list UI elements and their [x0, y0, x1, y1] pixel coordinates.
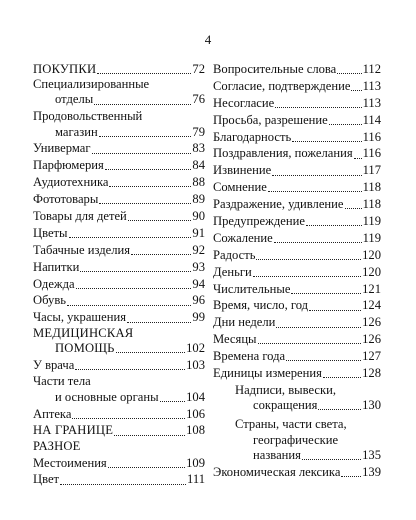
- toc-entry: [213, 332, 381, 347]
- toc-entry-page: 96: [192, 293, 205, 308]
- dot-leader: [60, 484, 186, 485]
- toc-entry: [213, 62, 381, 77]
- toc-entry-page: 91: [192, 225, 205, 240]
- toc-entry: [213, 197, 381, 212]
- toc-entry: [33, 175, 205, 190]
- toc-entry-page: 94: [192, 276, 205, 291]
- dot-leader: [80, 271, 191, 272]
- toc-entry-label: Поздравления, пожелания: [213, 146, 353, 161]
- dot-leader: [318, 409, 361, 410]
- dot-leader: [76, 288, 192, 289]
- toc-entry-label: названия: [253, 447, 301, 462]
- dot-leader: [286, 360, 361, 361]
- toc-entry-label: Время, число, год: [213, 298, 309, 313]
- toc-entry-page: 104: [186, 389, 205, 404]
- toc-entry-page: 113: [362, 95, 381, 110]
- toc-entry-label: сокращения: [253, 398, 318, 413]
- toc-entry: [213, 113, 381, 128]
- toc-right-column: [213, 62, 381, 480]
- dot-leader: [72, 418, 185, 419]
- toc-entry: [33, 456, 205, 471]
- toc-entry: [213, 465, 381, 480]
- toc-entry-medical: [33, 341, 205, 356]
- toc-entry-label: Товары для детей: [33, 208, 127, 223]
- toc-entry-page: 93: [192, 259, 205, 274]
- toc-entry-label: Сожаление: [213, 230, 273, 245]
- toc-entry-page: 109: [186, 455, 205, 470]
- dot-leader: [351, 90, 361, 91]
- toc-entry: [213, 298, 381, 313]
- dot-leader: [127, 322, 191, 323]
- toc-entry-label: Обувь: [33, 293, 67, 308]
- toc-entry: [33, 358, 205, 373]
- toc-entry-page: 102: [186, 340, 205, 355]
- toc-entry-page: 108: [186, 423, 205, 438]
- toc-entry-page: 114: [362, 112, 381, 127]
- toc-entry: [33, 158, 205, 173]
- toc-left-column: [33, 62, 205, 488]
- toc-entry: [33, 243, 205, 258]
- toc-entry: [213, 349, 381, 364]
- dot-leader: [345, 208, 362, 209]
- toc-entry-label: Часы, украшения: [33, 310, 126, 325]
- dot-leader: [309, 310, 361, 311]
- dot-leader: [274, 242, 362, 243]
- toc-entry-page: 119: [362, 230, 381, 245]
- dot-leader: [337, 73, 361, 74]
- toc-entry-page: 120: [362, 247, 381, 262]
- dot-leader: [114, 435, 185, 436]
- toc-entry: [213, 180, 381, 195]
- toc-entry: [213, 96, 381, 111]
- toc-entry-label: Месяцы: [213, 332, 257, 347]
- dot-leader: [302, 459, 361, 460]
- dot-leader: [75, 369, 185, 370]
- toc-entry-label: Экономическая лексика: [213, 464, 341, 479]
- toc-entry: [33, 310, 205, 325]
- dot-leader: [292, 141, 361, 142]
- dot-leader: [97, 73, 191, 74]
- dot-leader: [99, 203, 191, 204]
- toc-entry: [33, 260, 205, 275]
- toc-entry-label: Согласие, подтверждение: [213, 78, 351, 93]
- toc-entry-line: Специализированные: [33, 77, 150, 92]
- toc-entry: [213, 146, 381, 161]
- toc-entry-label: Деньги: [213, 264, 252, 279]
- dot-leader: [268, 191, 362, 192]
- dot-leader: [354, 158, 362, 159]
- toc-entry-page: 124: [362, 298, 381, 313]
- toc-entry-page: 76: [192, 92, 205, 107]
- toc-entry-page: 84: [192, 158, 205, 173]
- toc-entry-page: 126: [362, 332, 381, 347]
- dot-leader: [109, 186, 191, 187]
- toc-entry-page: 106: [186, 406, 205, 421]
- dot-leader: [94, 104, 191, 105]
- dot-leader: [92, 153, 192, 154]
- toc-entry-page: 135: [362, 447, 381, 462]
- toc-entry-page: 117: [362, 163, 381, 178]
- toc-entry-label: Местоимения: [33, 455, 107, 470]
- toc-entry-page: 116: [362, 129, 381, 144]
- toc-entry-page: 121: [362, 281, 381, 296]
- toc-entry-label: Извинение: [213, 163, 272, 178]
- toc-entry-label: Аудиотехника: [33, 175, 109, 190]
- toc-entry-grocery: [33, 125, 205, 140]
- toc-entry-label: Напитки: [33, 259, 80, 274]
- toc-entry-page: 118: [362, 197, 381, 212]
- toc-entry-label: магазин: [55, 124, 98, 139]
- toc-entry-label: У врача: [33, 357, 75, 372]
- toc-entry: [213, 248, 381, 263]
- toc-entry-label: ПОМОЩЬ: [55, 340, 115, 355]
- toc-entry-page: 119: [362, 214, 381, 229]
- dot-leader: [105, 169, 192, 170]
- toc-entry: [33, 293, 205, 308]
- toc-entry-page: 111: [187, 472, 205, 487]
- toc-entry-page: 90: [192, 208, 205, 223]
- toc-entry-signs: [213, 398, 381, 413]
- toc-entry-label: Радость: [213, 247, 256, 262]
- toc-entry-label: Единицы измерения: [213, 366, 322, 381]
- dot-leader: [131, 254, 191, 255]
- toc-entry-page: 79: [192, 124, 205, 139]
- toc-entry-line: Страны, части света,: [235, 417, 347, 432]
- toc-entry: [213, 282, 381, 297]
- toc-entry-page: 130: [362, 398, 381, 413]
- toc-entry-page: 120: [362, 264, 381, 279]
- toc-entry: [213, 315, 381, 330]
- toc-entry: [33, 407, 205, 422]
- toc-entry-label: Сомнение: [213, 180, 267, 195]
- dot-leader: [276, 327, 361, 328]
- toc-entry-page: 113: [362, 78, 381, 93]
- toc-entry-label: Числительные: [213, 281, 291, 296]
- dot-leader: [116, 352, 185, 353]
- dot-leader: [128, 220, 192, 221]
- toc-entry-label: Дни недели: [213, 315, 276, 330]
- toc-entry-page: 127: [362, 349, 381, 364]
- toc-entry-purchases: [33, 62, 205, 77]
- toc-section-heading: МЕДИЦИНСКАЯ: [33, 325, 134, 340]
- toc-entry-page: 126: [362, 315, 381, 330]
- toc-entry: [213, 265, 381, 280]
- toc-entry-label: Аптека: [33, 406, 72, 421]
- dot-leader: [69, 237, 192, 238]
- toc-entry: [213, 366, 381, 381]
- toc-entry-page: 118: [362, 180, 381, 195]
- toc-entry: [213, 214, 381, 229]
- toc-entry-label: Табачные изделия: [33, 242, 131, 257]
- dot-leader: [306, 225, 362, 226]
- dot-leader: [99, 136, 192, 137]
- toc-entry-label: Парфюмерия: [33, 158, 104, 173]
- toc-entry-label: Несогласие: [213, 95, 275, 110]
- dot-leader: [160, 401, 186, 402]
- toc-entry: [213, 231, 381, 246]
- toc-entry-label: и основные органы: [55, 389, 159, 404]
- toc-entry: [33, 277, 205, 292]
- toc-entry-countries: [213, 448, 381, 463]
- toc-entry-page: 88: [192, 175, 205, 190]
- toc-entry-label: Раздражение, удивление: [213, 197, 344, 212]
- toc-entry-page: 128: [362, 366, 381, 381]
- toc-entry-line: географические: [253, 432, 339, 447]
- dot-leader: [108, 467, 185, 468]
- toc-entry-label: Просьба, разрешение: [213, 112, 328, 127]
- toc-entry-label: Времена года: [213, 349, 286, 364]
- dot-leader: [329, 124, 362, 125]
- toc-entry-page: 103: [186, 357, 205, 372]
- toc-entry: [33, 192, 205, 207]
- toc-entry-label: Одежда: [33, 276, 75, 291]
- toc-entry-page: 99: [192, 310, 205, 325]
- dot-leader: [67, 305, 191, 306]
- toc-entry-label: Вопросительные слова: [213, 62, 337, 76]
- toc-entry-departments: [33, 92, 205, 107]
- toc-entry-line: Надписи, вывески,: [235, 382, 336, 397]
- toc-entry-page: 83: [192, 141, 205, 156]
- toc-entry-page: 89: [192, 192, 205, 207]
- toc-entry-page: 112: [362, 62, 381, 76]
- toc-entry: [213, 163, 381, 178]
- toc-entry-line: Части тела: [33, 374, 91, 389]
- toc-entry-page: 139: [362, 464, 381, 479]
- dot-leader: [253, 276, 361, 277]
- toc-entry-line: Продовольственный: [33, 109, 143, 124]
- toc-section-heading: РАЗНОЕ: [33, 438, 81, 453]
- page-number: 4: [204, 32, 212, 47]
- toc-entry-label: НА ГРАНИЦЕ: [33, 423, 114, 438]
- dot-leader: [341, 476, 361, 477]
- toc-entry: [213, 79, 381, 94]
- toc-entry-label: ПОКУПКИ: [33, 62, 97, 76]
- toc-entry-page: 116: [362, 146, 381, 161]
- toc-entry-label: Благодарность: [213, 129, 292, 144]
- toc-entry-label: Предупреждение: [213, 214, 305, 229]
- toc-entry-border: [33, 423, 205, 438]
- toc-entry-label: Универмаг: [33, 141, 91, 156]
- toc-entry: [33, 141, 205, 156]
- toc-entry-body-parts: [33, 390, 205, 405]
- dot-leader: [291, 293, 361, 294]
- dot-leader: [275, 107, 361, 108]
- toc-entry-label: отделы: [55, 92, 94, 107]
- toc-entry-page: 72: [192, 62, 205, 76]
- toc-entry-label: Цветы: [33, 225, 68, 240]
- toc-entry: [213, 130, 381, 145]
- dot-leader: [272, 175, 361, 176]
- dot-leader: [258, 343, 362, 344]
- toc-entry: [33, 472, 205, 487]
- toc-entry-page: 92: [192, 242, 205, 257]
- toc-entry: [33, 226, 205, 241]
- dot-leader: [323, 377, 361, 378]
- toc-entry: [33, 209, 205, 224]
- dot-leader: [256, 259, 361, 260]
- toc-entry-label: Цвет: [33, 472, 60, 487]
- toc-entry-label: Фототовары: [33, 192, 99, 207]
